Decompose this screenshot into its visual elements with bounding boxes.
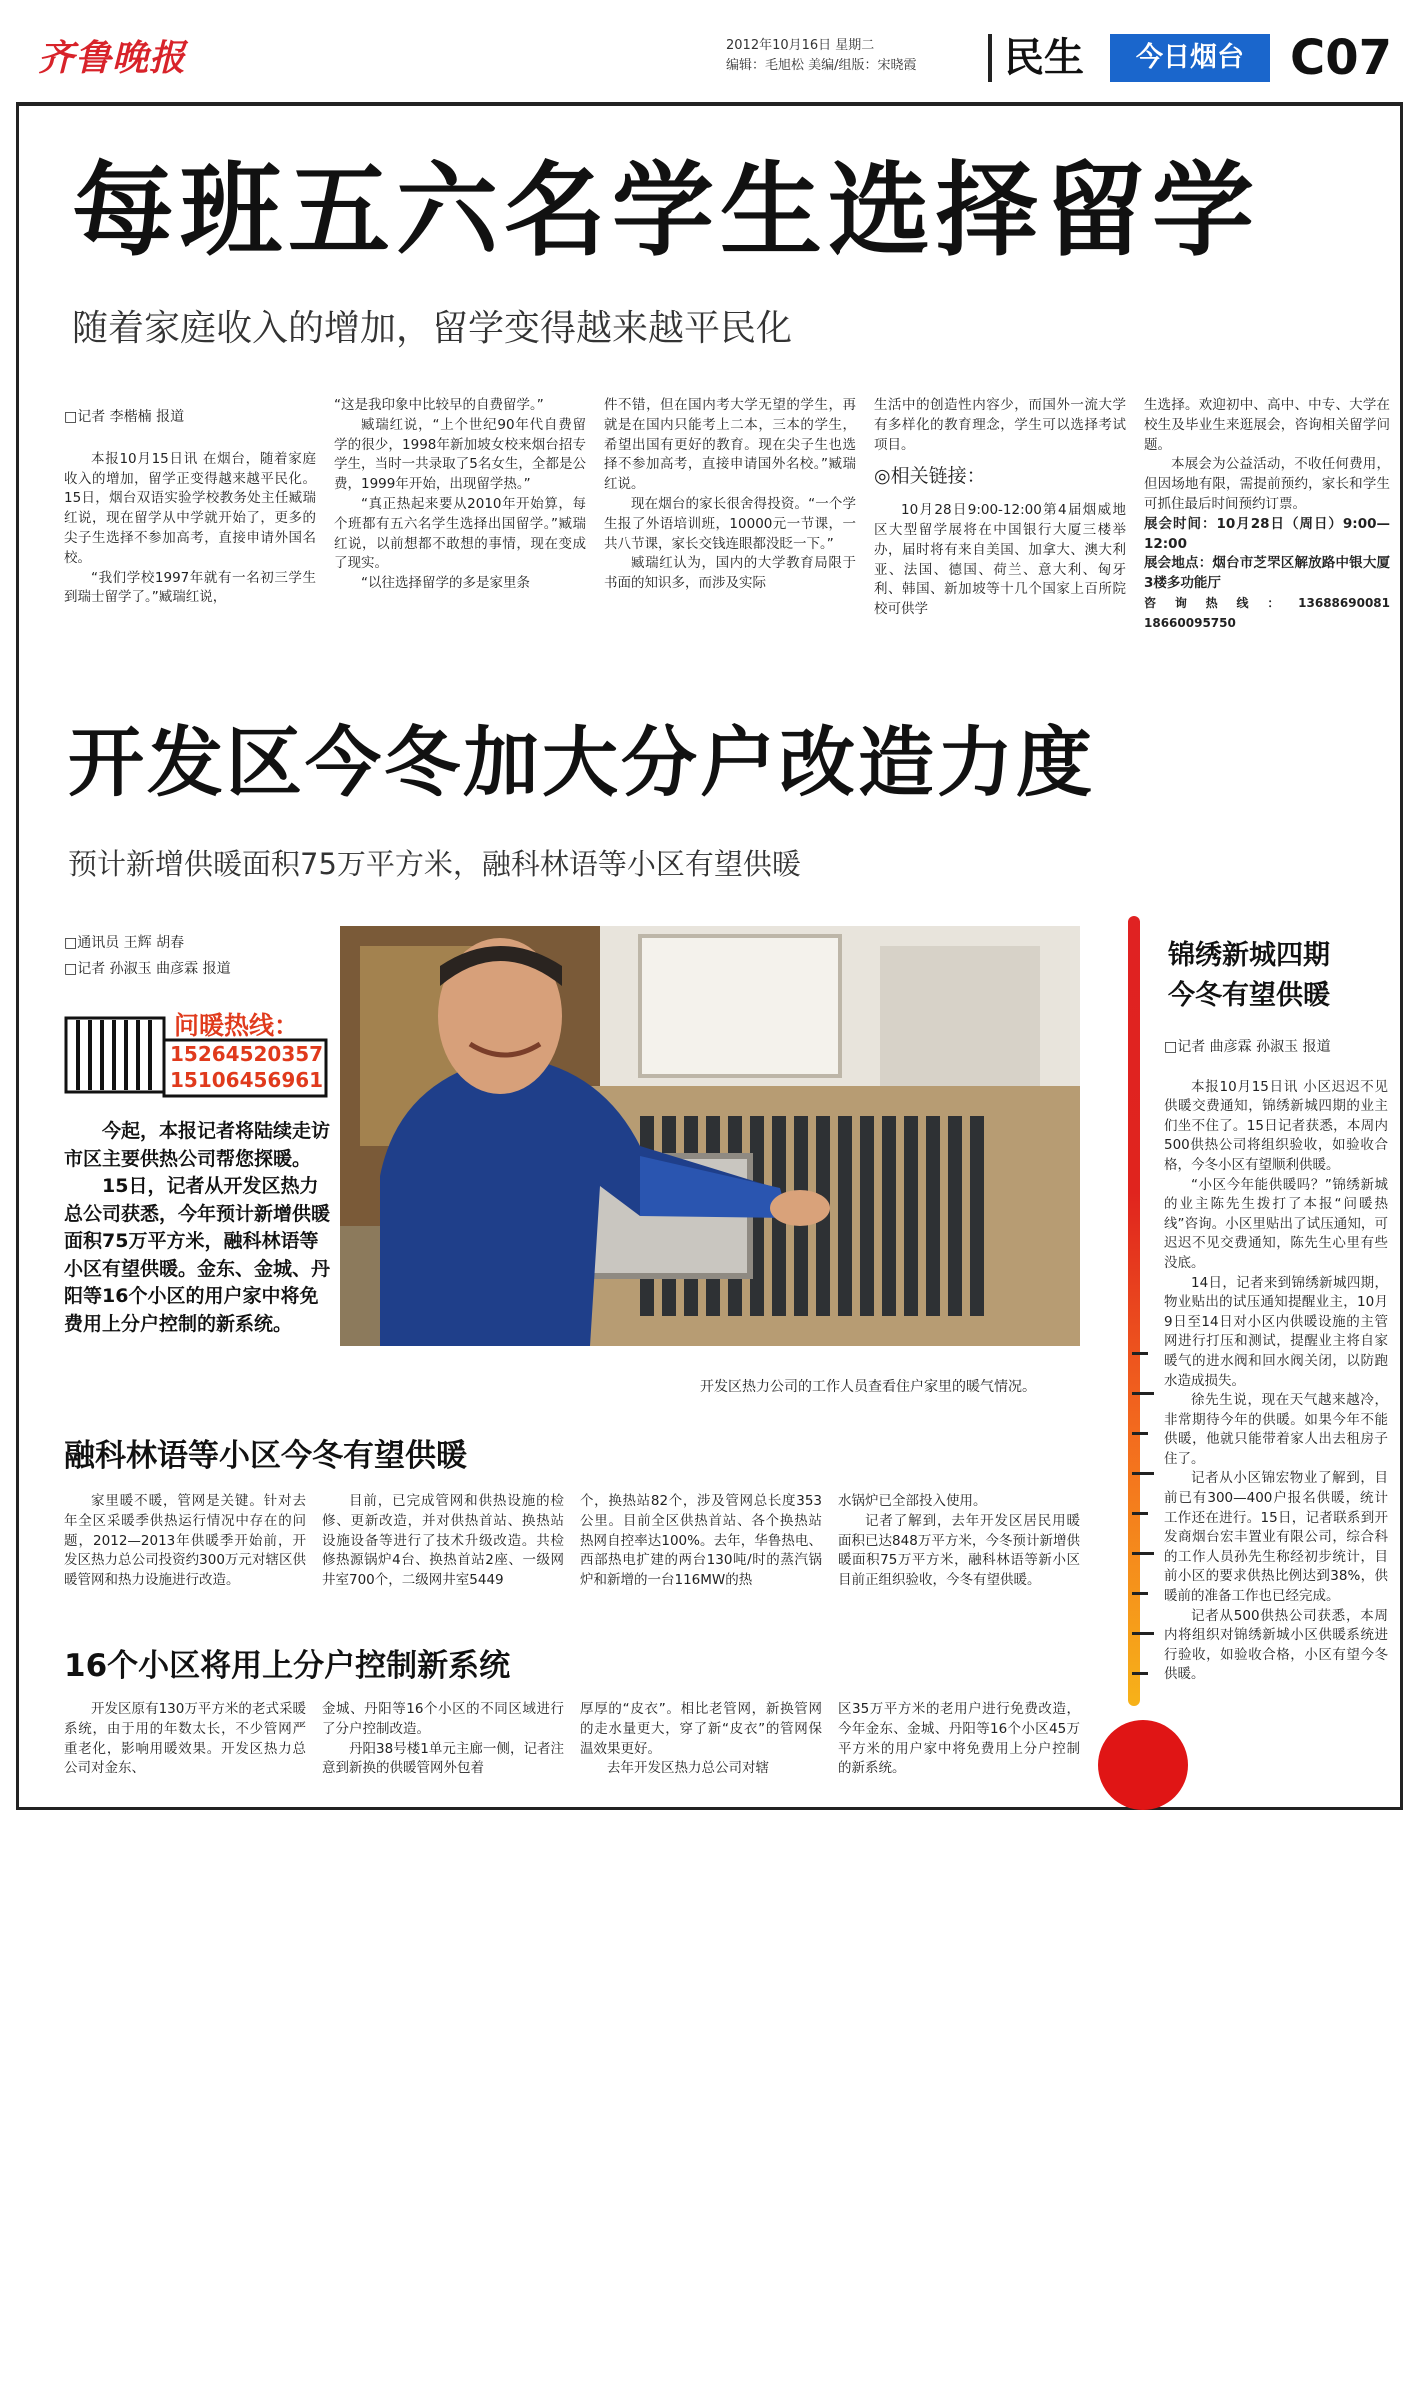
paragraph: 生选择。欢迎初中、高中、中专、大学在校生及毕业生来逛展会，咨询相关留学问题。 — [1144, 397, 1390, 453]
section-b-col1 — [64, 1700, 306, 1779]
sidebar-title-line2: 今冬有望供暖 — [1168, 980, 1330, 1011]
thermometer-tick — [1132, 1392, 1154, 1395]
thermometer-bulb — [1098, 1720, 1188, 1810]
paragraph: 本展会为公益活动，不收任何费用，但因场地有限，需提前预约，家长和学生可抓住最后时间预约订票。 — [1144, 456, 1390, 512]
section-a-title: 融科林语等小区今冬有望供暖 — [64, 1438, 467, 1474]
section-a-col4 — [838, 1492, 1080, 1591]
section-a-col2 — [322, 1492, 564, 1591]
thermometer-tick — [1132, 1472, 1154, 1475]
thermometer-tick — [1132, 1512, 1148, 1515]
paragraph: 件不错，但在国内考大学无望的学生，再就是在国内只能考上二本，三本的学生，希望出国有更好的教育。现在尖子生也选择不参加高考，直接申请国外名校。”臧瑞红说。 — [604, 397, 856, 493]
related-link-label: ◎相关链接： — [874, 465, 986, 488]
article1-byline: □记者 李楷楠 报道 — [64, 409, 185, 425]
paragraph: 记者从小区锦宏物业了解到，目前已有300—400户报名供暖，统计工作还在进行。15日，记者联系到开发商烟台宏丰置业有限公司，综合科的工作人员孙先生称经初步统计，目前小区的要求供热比例达到38%，供暖前的准备工作也已经完成。 — [1164, 1470, 1388, 1605]
section-badge: 今日烟台 — [1110, 34, 1270, 82]
article2-byline-1: □通讯员 王辉 胡春 — [64, 935, 185, 951]
section-b-col3 — [580, 1700, 822, 1779]
thermometer-tick — [1132, 1672, 1148, 1675]
thermometer-tube — [1128, 916, 1140, 1706]
section-b-col2 — [322, 1700, 564, 1779]
thermometer-tick — [1132, 1632, 1154, 1635]
paragraph: 现在烟台的家长很舍得投资。“一个学生报了外语培训班，10000元一节课，一共八节课，家长交钱连眼都没眨一下。” — [604, 495, 856, 552]
paragraph: 个，换热站82个，涉及管网总长度353公里。目前全区供热首站、各个换热站热网自控率达100%。去年，华鲁热电、西部热电扩建的两台130吨/时的蒸汽锅炉和新增的一台116MW的热 — [580, 1493, 822, 1589]
article1-headline: 每班五六名学生选择留学 — [72, 152, 1260, 271]
paragraph: “我们学校1997年就有一名初三学生到瑞士留学了。”臧瑞红说， — [64, 569, 316, 606]
exhibit-place: 展会地点：烟台市芝罘区解放路中银大厦3楼多功能厅 — [1144, 555, 1390, 592]
section-a-col1 — [64, 1492, 306, 1591]
article2-subhead: 预计新增供暖面积75万平方米，融科林语等小区有望供暖 — [68, 847, 801, 881]
paragraph: 今起，本报记者将陆续走访市区主要供热公司帮您探暖。 — [64, 1120, 331, 1170]
date-text: 2012年10月16日 星期二 — [726, 38, 875, 53]
paragraph: 厚厚的“皮衣”。相比老管网，新换管网的走水量更大，穿了新“皮衣”的管网保温效果更好。 — [580, 1701, 822, 1757]
article1-col4 — [874, 396, 1126, 620]
article1-subhead: 随着家庭收入的增加，留学变得越来越平民化 — [72, 308, 793, 349]
paragraph: 金城、丹阳等16个小区的不同区域进行了分户控制改造。 — [322, 1701, 564, 1737]
sidebar-title-line1: 锦绣新城四期 — [1168, 940, 1330, 971]
paragraph: 14日，记者来到锦绣新城四期，物业贴出的试压通知提醒业主，10月9日至14日对小区内供暖设施的主管网进行打压和测试，提醒业主将自家暖气的进水阀和回水阀关闭，以防跑水造成损失。 — [1164, 1274, 1388, 1389]
section-name: 民生 — [1004, 35, 1084, 81]
thermometer-tick — [1132, 1432, 1148, 1435]
sidebar-title — [1168, 936, 1330, 1016]
paragraph: 生活中的创造性内容少，而国外一流大学有多样化的教育理念，学生可以选择考试项目。 — [874, 397, 1126, 453]
paragraph: 本报10月15日讯 在烟台，随着家庭收入的增加，留学正变得越来越平民化。15日，烟台双语实验学校教务处主任臧瑞红说，现在留学从中学就开始了，更多的尖子生选择不参加高考，直接申请外国名校。 — [64, 450, 316, 566]
paragraph: 开发区原有130万平方米的老式采暖系统，由于用的年数太长，不少管网严重老化，影响用暖效果。开发区热力总公司对金东、 — [64, 1701, 306, 1777]
section-a-col3 — [580, 1492, 822, 1591]
paragraph: 本报10月15日讯 小区迟迟不见供暖交费通知，锦绣新城四期的业主们坐不住了。15日记者获悉，本周内500供热公司将组织验收，如验收合格，今冬小区有望顺利供暖。 — [1164, 1078, 1388, 1173]
header-divider — [988, 34, 992, 82]
paragraph: 臧瑞红说，“上个世纪90年代自费留学的很少，1998年新加坡女校来烟台招专学生，当时一共录取了5名女生，全都是公费，1999年开始，出现留学热。” — [334, 416, 586, 493]
article1-col2 — [334, 396, 586, 594]
paragraph: 水锅炉已全部投入使用。 — [838, 1493, 987, 1509]
article2-lead — [64, 1118, 330, 1338]
article2-photo — [340, 926, 1080, 1346]
exhibit-time: 展会时间：10月28日（周日）9:00—12:00 — [1144, 515, 1390, 552]
article1-col1 — [64, 408, 316, 608]
paragraph: 15日，记者从开发区热力总公司获悉，今年预计新增供暖面积75万平方米，融科林语等小区有望供暖。金东、金城、丹阳等16个小区的用户家中将免费用上分户控制的新系统。 — [64, 1175, 331, 1335]
hotline-label: 问暖热线： — [174, 1011, 300, 1040]
paragraph: 臧瑞红认为，国内的大学教育局限于书面的知识多，而涉及实际 — [604, 555, 856, 592]
article1-col5 — [1144, 396, 1390, 634]
hotline-number-1: 15264520357 — [170, 1042, 324, 1066]
thermometer-tick — [1132, 1592, 1148, 1595]
paragraph: 区35万平方米的老用户进行免费改造，今年金东、金城、丹阳等16个小区45万平方米的用户家中将免费用上分户控制的新系统。 — [838, 1701, 1080, 1777]
paragraph: 10月28日9:00-12:00第4届烟威地区大型留学展将在中国银行大厦三楼举办，届时将有来自美国、加拿大、澳大利亚、法国、德国、荷兰、意大利、匈牙利、韩国、新加坡等十几个国家上百所院校可供学 — [874, 502, 1126, 618]
dateline — [726, 36, 917, 76]
paragraph: “这是我印象中比较早的自费留学。” — [334, 397, 544, 413]
paragraph: 记者从500供热公司获悉，本周内将组织对锦绣新城小区供暖系统进行验收，如验收合格，小区有望今冬供暖。 — [1164, 1607, 1388, 1683]
page-number: C07 — [1290, 30, 1393, 86]
thermometer-tick — [1132, 1552, 1154, 1555]
paragraph: “以往选择留学的多是家里条 — [361, 575, 530, 592]
section-b-title: 16个小区将用上分户控制新系统 — [64, 1648, 511, 1684]
hotline-number-2: 15106456961 — [170, 1068, 324, 1092]
exhibit-hotline: 咨询热线：13688690081 18660095750 — [1144, 595, 1390, 630]
masthead-logo: 齐鲁晚报 — [38, 37, 187, 79]
paragraph: 目前，已完成管网和供热设施的检修、更新改造，并对供热首站、换热站设施设备等进行了技术升级改造。共检修热源锅炉4台、换热首站2座、一级网井室700个，二级网井室5449 — [322, 1493, 564, 1589]
editors-text: 编辑：毛旭松 美编/组版：宋晓霞 — [726, 58, 917, 73]
article1-col3 — [604, 396, 856, 594]
worker-radiator-image — [340, 926, 1080, 1346]
photo-caption: 开发区热力公司的工作人员查看住户家里的暖气情况。 — [700, 1379, 1036, 1395]
paragraph: “真正热起来要从2010年开始算，每个班都有五六名学生选择出国留学。”臧瑞红说，以前想都不敢想的事情，现在变成了现实。 — [334, 495, 586, 572]
thermometer-tick — [1132, 1352, 1148, 1355]
paragraph: 去年开发区热力总公司对辖 — [607, 1760, 769, 1777]
paragraph: 家里暖不暖，管网是关键。针对去年全区采暖季供热运行情况中存在的问题，2012—2013年供暖季开始前，开发区热力总公司投资约300万元对辖区供暖管网和热力设施进行改造。 — [64, 1493, 306, 1589]
article2-byline-2: □记者 孙淑玉 曲彦霖 报道 — [64, 961, 231, 977]
article2-headline: 开发区今冬加大分户改造力度 — [68, 718, 1095, 807]
sidebar-body — [1164, 1038, 1388, 1685]
paragraph: “小区今年能供暖吗？”锦绣新城的业主陈先生拨打了本报“问暖热线”咨询。小区里贴出了试压通知，可迟迟不见交费通知，陈先生心里有些没底。 — [1164, 1176, 1388, 1271]
section-b-col4 — [838, 1700, 1080, 1779]
paragraph: 记者了解到，去年开发区居民用暖面积已达848万平方米，今冬预计新增供暖面积75万平方米，融科林语等新小区目前正组织验收，今冬有望供暖。 — [838, 1512, 1080, 1589]
sidebar-byline: □记者 曲彦霖 孙淑玉 报道 — [1164, 1039, 1331, 1055]
paragraph: 徐先生说，现在天气越来越冷，非常期待今年的供暖。如果今年不能供暖，他就只能带着家人出去租房子住了。 — [1164, 1392, 1388, 1467]
paragraph: 丹阳38号楼1单元主廊一侧，记者注意到新换的供暖管网外包着 — [322, 1740, 564, 1777]
